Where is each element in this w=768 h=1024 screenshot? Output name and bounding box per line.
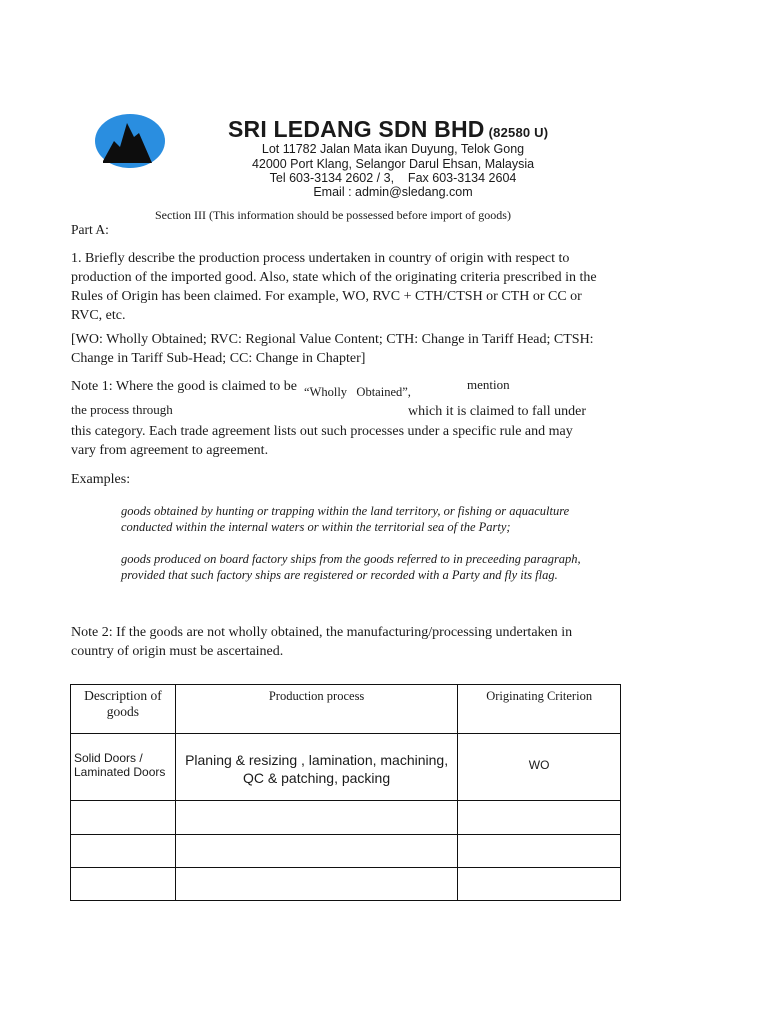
cell-originating-criterion [458,868,621,901]
cell-production-process [175,868,457,901]
example-1: goods obtained by hunting or trapping within the land territory, or fishing or aquaculture conducted within the internal waters or within the territorial sea of the Party; [121,504,570,534]
header-description: Description of goods [71,685,176,734]
table-row [71,835,621,868]
table-row [71,734,621,801]
note-2: Note 2: If the goods are not wholly obtained, the manufacturing/processing undertaken in country of origin must be ascertained. [71,625,573,659]
table-header-row [71,685,621,734]
note1-quoted: “Wholly Obtained”, [304,385,411,399]
cell-description: Solid Doors / Laminated Doors [71,734,176,801]
cell-originating-criterion: WO [458,734,621,801]
example-2: goods produced on board factory ships from the goods referred to in preceeding paragraph, provided that such factory ships are registered or recorded with a Party and fly its flag. [121,552,581,582]
examples-label: Examples: [71,472,131,487]
cell-originating-criterion [458,801,621,835]
section-title: Section III (This information should be possessed before import of goods) [155,208,511,222]
cell-description [71,835,176,868]
table-row [71,801,621,835]
address-line-1: Lot 11782 Jalan Mata ikan Duyung, Telok Gong [261,142,525,156]
header-originating-criterion: Originating Criterion [458,685,621,734]
company-registration: (82580 U) [488,125,549,140]
origin-table [70,684,621,901]
note1-fall-under: which it is claimed to fall under [408,404,587,419]
note1-rest: this category. Each trade agreement lists out such processes under a specific rule and may vary from agreement to agreement. [71,424,573,458]
email-line: Email : admin@sledang.com [313,185,473,199]
cell-production-process: Planing & resizing , lamination, machining, QC & patching, packing [175,734,457,801]
note1-process: the process through [71,402,173,417]
cell-originating-criterion [458,835,621,868]
cell-description [71,801,176,835]
company-name-text: SRI LEDANG SDN BHD [228,116,485,142]
note1-mention: mention [467,377,510,392]
header-production-process: Production process [175,685,457,734]
address-line-2: 42000 Port Klang, Selangor Darul Ehsan, Malaysia [251,157,535,171]
table-row [71,868,621,901]
question-1: 1. Briefly describe the production process undertaken in country of origin with respect to production of the imported good. Also, state which of the originating criteria prescribed in the Rules of Origin has been claimed. For example, WO, RVC + CTH/CTSH or CTH or CC or RVC, etc. [71,251,597,323]
phone-fax-line: Tel 603-3134 2602 / 3, Fax 603-3134 2604 [269,171,517,185]
cell-production-process [175,835,457,868]
cell-description [71,868,176,901]
note1-start: Note 1: Where the good is claimed to be [71,379,298,394]
company-name [228,116,548,143]
cell-production-process [175,801,457,835]
part-label: Part A: [71,222,109,237]
company-logo [94,113,166,169]
abbreviations: [WO: Wholly Obtained; RVC: Regional Value Content; CTH: Change in Tariff Head; CTSH: Change in Tariff Sub-Head; CC: Change in Chapter] [71,332,594,366]
